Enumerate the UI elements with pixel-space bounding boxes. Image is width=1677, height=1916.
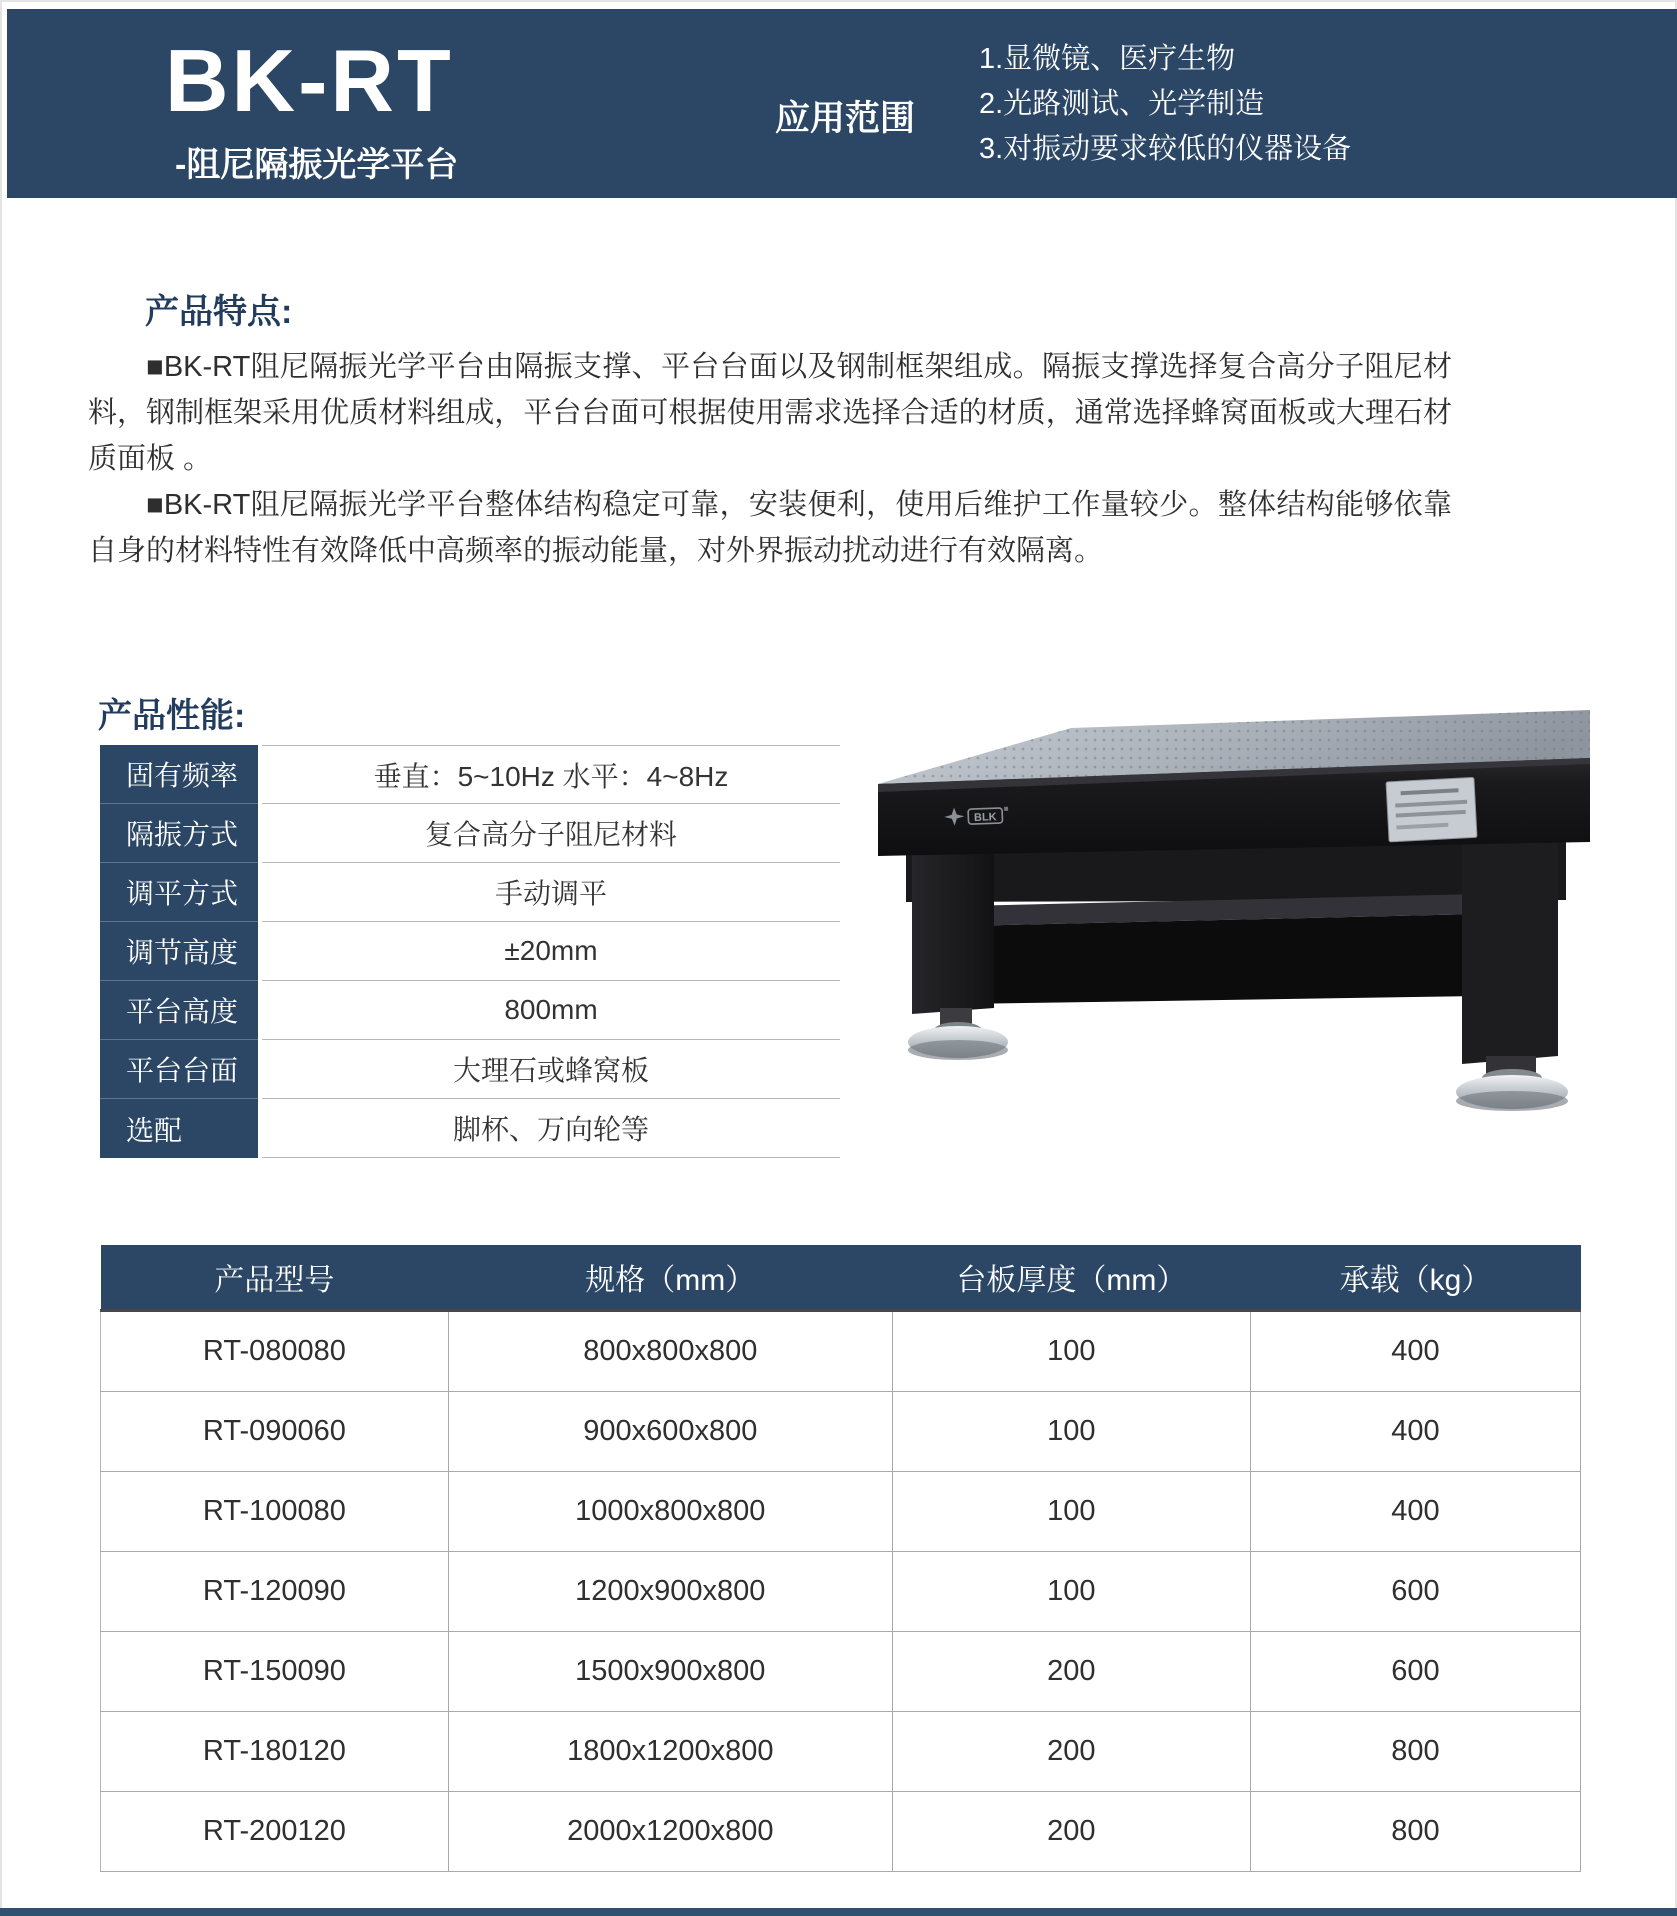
cell-load: 600 [1250, 1552, 1580, 1632]
cell-load: 800 [1250, 1792, 1580, 1872]
cell-thickness: 200 [892, 1632, 1250, 1712]
cell-model: RT-090060 [101, 1392, 449, 1472]
spec-label: 固有频率 [100, 745, 258, 804]
cell-thickness: 100 [892, 1311, 1250, 1392]
cell-size: 1200x900x800 [448, 1552, 892, 1632]
application-item: 3.对振动要求较低的仪器设备 [979, 133, 1352, 165]
cell-load: 600 [1250, 1632, 1580, 1712]
cell-load: 400 [1250, 1392, 1580, 1472]
spec-sticker [1386, 777, 1477, 842]
cell-model: RT-150090 [101, 1632, 449, 1712]
cell-size: 1800x1200x800 [448, 1712, 892, 1792]
table-row [101, 1792, 1581, 1872]
spec-value: 垂直：5~10Hz 水平：4~8Hz [262, 745, 840, 804]
applications-list [979, 37, 1351, 172]
spec-row [100, 1099, 840, 1158]
column-header-size: 规格（mm） [448, 1245, 892, 1311]
features-paragraph: ■BK-RT阻尼隔振光学平台整体结构稳定可靠，安装便利，使用后维护工作量较少。整体结构能够依靠自身的材料特性有效降低中高频率的振动能量，对外界振动扰动进行有效隔离。 [88, 489, 1452, 567]
spec-label: 平台台面 [100, 1040, 258, 1099]
table-leg-left [908, 848, 1008, 1060]
table-leg-right [1456, 838, 1568, 1111]
spec-value: 800mm [262, 981, 840, 1040]
product-title: BK-RT [165, 31, 454, 130]
page-bottom-strip [0, 1908, 1677, 1916]
header-band [7, 9, 1677, 198]
table-row [101, 1552, 1581, 1632]
cell-model: RT-080080 [101, 1311, 449, 1392]
cell-size: 1500x900x800 [448, 1632, 892, 1712]
cell-model: RT-180120 [101, 1712, 449, 1792]
cell-load: 400 [1250, 1311, 1580, 1392]
spec-value: 脚杯、万向轮等 [262, 1099, 840, 1158]
cell-model: RT-100080 [101, 1472, 449, 1552]
spec-row [100, 863, 840, 922]
table-row [101, 1632, 1581, 1712]
brand-logo-text: BLK [973, 811, 997, 824]
application-item: 1.显微镜、医疗生物 [979, 43, 1236, 75]
column-header-model: 产品型号 [101, 1245, 449, 1311]
cell-thickness: 100 [892, 1552, 1250, 1632]
spec-row [100, 804, 840, 863]
column-header-load: 承载（kg） [1250, 1245, 1580, 1311]
cell-load: 400 [1250, 1472, 1580, 1552]
cell-thickness: 200 [892, 1792, 1250, 1872]
column-header-thickness: 台板厚度（mm） [892, 1245, 1250, 1311]
spec-label: 调平方式 [100, 863, 258, 922]
table-row [101, 1472, 1581, 1552]
cell-thickness: 100 [892, 1472, 1250, 1552]
product-subtitle: -阻尼隔振光学平台 [175, 146, 459, 184]
spec-label: 调节高度 [100, 922, 258, 981]
table-row [101, 1712, 1581, 1792]
table-row [101, 1311, 1581, 1392]
performance-heading: 产品性能: [98, 697, 246, 735]
spec-row [100, 1040, 840, 1099]
cell-size: 2000x1200x800 [448, 1792, 892, 1872]
cell-thickness: 200 [892, 1712, 1250, 1792]
product-photo [866, 700, 1590, 1145]
table-row [101, 1392, 1581, 1472]
spec-value: 复合高分子阻尼材料 [262, 804, 840, 863]
spec-value: ±20mm [262, 922, 840, 981]
features-paragraph: ■BK-RT阻尼隔振光学平台由隔振支撑、平台台面以及钢制框架组成。隔振支撑选择复合高分子阻尼材料，钢制框架采用优质材料组成，平台台面可根据使用需求选择合适的材质，通常选择蜂窝面板或大理石材质面板 。 [88, 351, 1452, 475]
features-heading: 产品特点: [145, 293, 293, 331]
table-top [878, 710, 1590, 856]
cell-size: 800x800x800 [448, 1311, 892, 1392]
spec-label: 隔振方式 [100, 804, 258, 863]
application-item: 2.光路测试、光学制造 [979, 88, 1265, 120]
spec-value: 大理石或蜂窝板 [262, 1040, 840, 1099]
models-table [100, 1245, 1581, 1872]
spec-label: 平台高度 [100, 981, 258, 1040]
spec-row [100, 981, 840, 1040]
spec-row [100, 745, 840, 804]
optical-table-illustration [866, 700, 1590, 1145]
performance-spec-table [100, 745, 840, 1158]
spec-label: 选配 [100, 1099, 258, 1158]
spec-row [100, 922, 840, 981]
models-table-header-row [101, 1245, 1581, 1311]
cell-load: 800 [1250, 1712, 1580, 1792]
cell-model: RT-200120 [101, 1792, 449, 1872]
spec-value: 手动调平 [262, 863, 840, 922]
features-paragraphs [88, 344, 1452, 574]
cell-model: RT-120090 [101, 1552, 449, 1632]
cell-size: 900x600x800 [448, 1392, 892, 1472]
applications-label: 应用范围 [775, 99, 916, 138]
cell-size: 1000x800x800 [448, 1472, 892, 1552]
cell-thickness: 100 [892, 1392, 1250, 1472]
